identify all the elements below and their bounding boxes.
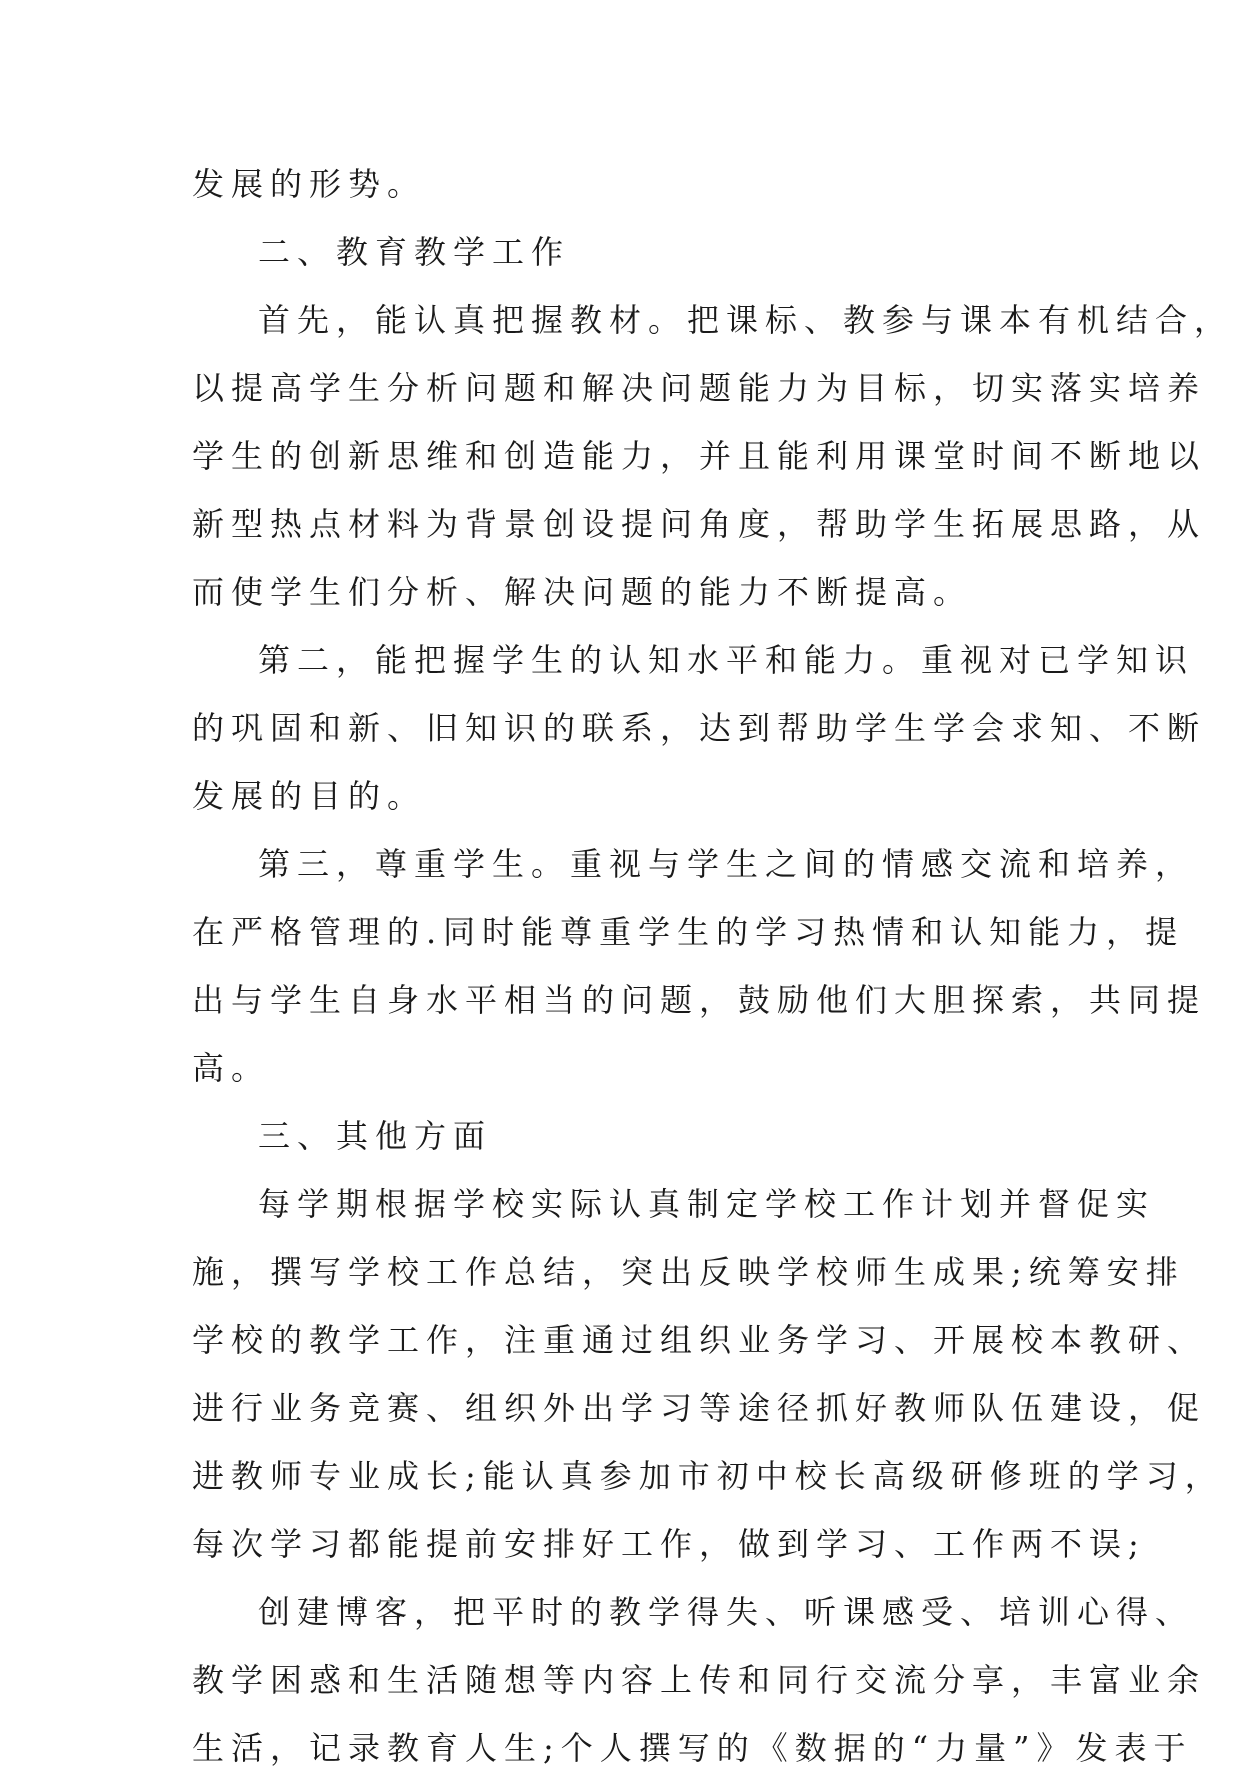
text-line: 第二，能把握学生的认知水平和能力。重视对已学知识	[258, 641, 1195, 679]
text-line: 的巩固和新、旧知识的联系，达到帮助学生学会求知、不断	[192, 709, 1207, 747]
text-line: 每次学习都能提前安排好工作，做到学习、工作两不误;	[192, 1525, 1146, 1563]
text-line: 发展的目的。	[192, 777, 427, 815]
text-line: 而使学生们分析、解决问题的能力不断提高。	[192, 573, 973, 611]
text-line: 高。	[192, 1049, 271, 1087]
text-line: 发展的形势。	[192, 165, 427, 203]
text-line: 施，撰写学校工作总结，突出反映学校师生成果;统筹安排	[192, 1253, 1185, 1291]
text-line: 进教师专业成长;能认真参加市初中校长高级研修班的学习，	[192, 1457, 1224, 1495]
text-line: 新型热点材料为背景创设提问角度，帮助学生拓展思路，从	[192, 505, 1207, 543]
text-line: 首先，能认真把握教材。把课标、教参与课本有机结合，	[258, 301, 1234, 339]
text-line: 出与学生自身水平相当的问题，鼓励他们大胆探索，共同提	[192, 981, 1207, 1019]
text-line: 以提高学生分析问题和解决问题能力为目标，切实落实培养	[192, 369, 1207, 407]
text-line: 在严格管理的.同时能尊重学生的学习热情和认知能力，提	[192, 913, 1185, 951]
text-line: 学生的创新思维和创造能力，并且能利用课堂时间不断地以	[192, 437, 1207, 475]
text-line: 第三，尊重学生。重视与学生之间的情感交流和培养，	[258, 845, 1195, 883]
document-body	[192, 150, 1234, 1782]
text-line: 生活，记录教育人生;个人撰写的《数据的“力量”》发表于	[192, 1729, 1193, 1767]
text-line: 三、其他方面	[258, 1117, 493, 1155]
text-line: 二、教育教学工作	[258, 233, 571, 271]
text-line: 进行业务竞赛、组织外出学习等途径抓好教师队伍建设，促	[192, 1389, 1207, 1427]
text-line: 每学期根据学校实际认真制定学校工作计划并督促实	[258, 1185, 1156, 1223]
text-line: 创建博客，把平时的教学得失、听课感受、培训心得、	[258, 1593, 1195, 1631]
text-line: 教学困惑和生活随想等内容上传和同行交流分享，丰富业余	[192, 1661, 1207, 1699]
text-line: 学校的教学工作，注重通过组织业务学习、开展校本教研、	[192, 1321, 1207, 1359]
